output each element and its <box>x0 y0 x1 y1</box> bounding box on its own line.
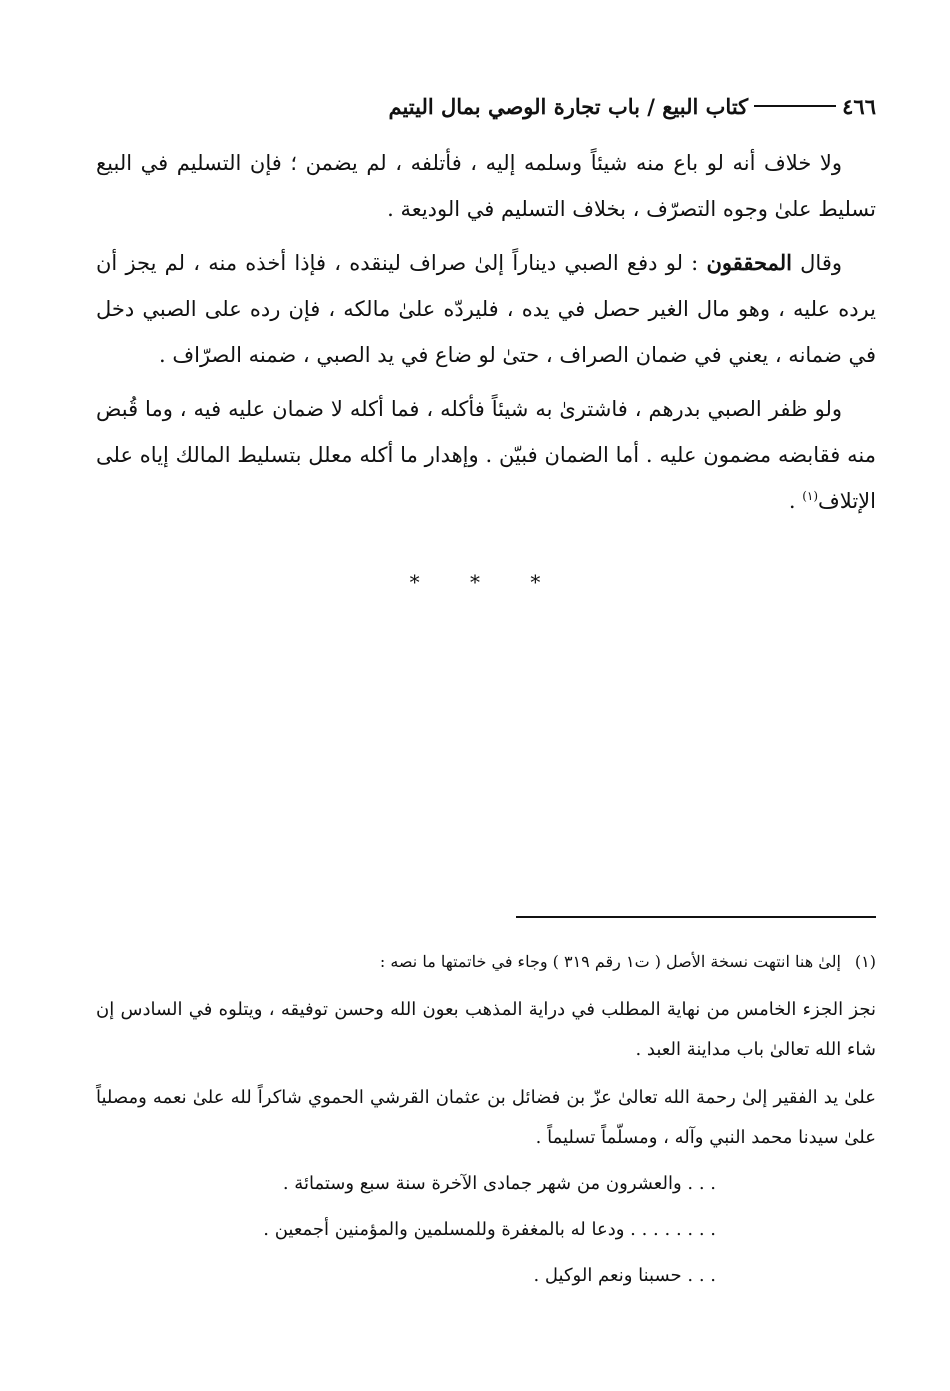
footnote-separator <box>516 916 876 918</box>
paragraph-3 <box>96 386 876 524</box>
term-muhaqqiqun: المحققون <box>706 250 792 275</box>
paragraph-1: ولا خلاف أنه لو باع منه شيئاً وسلمه إليه ، فأتلفه ، لم يضمن ؛ فإن التسليم في البيع تسليط علىٰ وجوه التصرّف ، بخلاف التسليم في الوديعة . <box>96 151 876 221</box>
footnote-1-first-line <box>96 942 876 982</box>
paragraph-2-prefix: وقال <box>800 251 842 275</box>
footnote-ellipsis-1: . . . والعشرون من شهر جمادى الآخرة سنة سبع وستمائة . <box>282 1173 716 1194</box>
footnote-quote-2: علىٰ يد الفقير إلىٰ رحمة الله تعالىٰ عزّ بن فضائل بن عثمان القرشي الحموي شاكراً لله علىٰ نعمه ومصلياً علىٰ سيدنا محمد النبي وآله ، ومسلّماً تسليماً . <box>96 1087 876 1148</box>
main-text <box>96 140 876 532</box>
footnote-quote-1: نجز الجزء الخامس من نهاية المطلب في دراية المذهب بعون الله وحسن توفيقه ، ويتلوه في السادس إن شاء الله تعالىٰ باب مداينة العبد . <box>96 999 876 1060</box>
footnote-ellipsis-2: . . . . . . . . ودعا له بالمغفرة وللمسلمين والمؤمنين أجمعين . <box>263 1219 716 1240</box>
paragraph-3-end: . <box>788 489 803 513</box>
section-ornament: * * * <box>409 570 563 594</box>
footnote-1-intro: إلىٰ هنا انتهت نسخة الأصل ( ت١ رقم ٣١٩ ) وجاء في خاتمتها ما نصه : <box>379 952 841 971</box>
paragraph-3-text: ولو ظفر الصبي بدرهم ، فاشترىٰ به شيئاً فأكله ، فما أكله لا ضمان عليه فيه ، وما قُبض منه فقابضه مضمون عليه . أما الضمان فبيّن . وإهدار ما أكله معلل بتسليط المالك إياه على الإتلاف <box>96 397 876 513</box>
paragraph-2 <box>96 240 876 378</box>
footnotes <box>96 942 876 1296</box>
running-title: كتاب البيع / باب تجارة الوصي بمال اليتيم <box>388 93 749 119</box>
footnote-ellipsis-3: . . . حسبنا ونعم الوكيل . <box>533 1265 716 1286</box>
book-page <box>96 72 876 1362</box>
footnote-number: (١) <box>854 952 876 971</box>
footnote-reference[interactable]: (١) <box>802 489 819 503</box>
paragraph-2-rest: : لو دفع الصبي ديناراً إلىٰ صراف لينقده ، فإذا أخذه منه ، لم يجز أن يرده عليه ، وهو مال الغير حصل في يده ، فليردّه علىٰ مالكه ، فإن رده على الصبي دخل في ضمانه ، يعني في ضمان الصراف ، حتىٰ لو ضاع في يد الصبي ، ضمنه الصرّاف . <box>96 251 876 367</box>
header-rule <box>754 105 836 107</box>
page-number: ٤٦٦ <box>842 93 876 119</box>
running-header <box>96 86 876 126</box>
